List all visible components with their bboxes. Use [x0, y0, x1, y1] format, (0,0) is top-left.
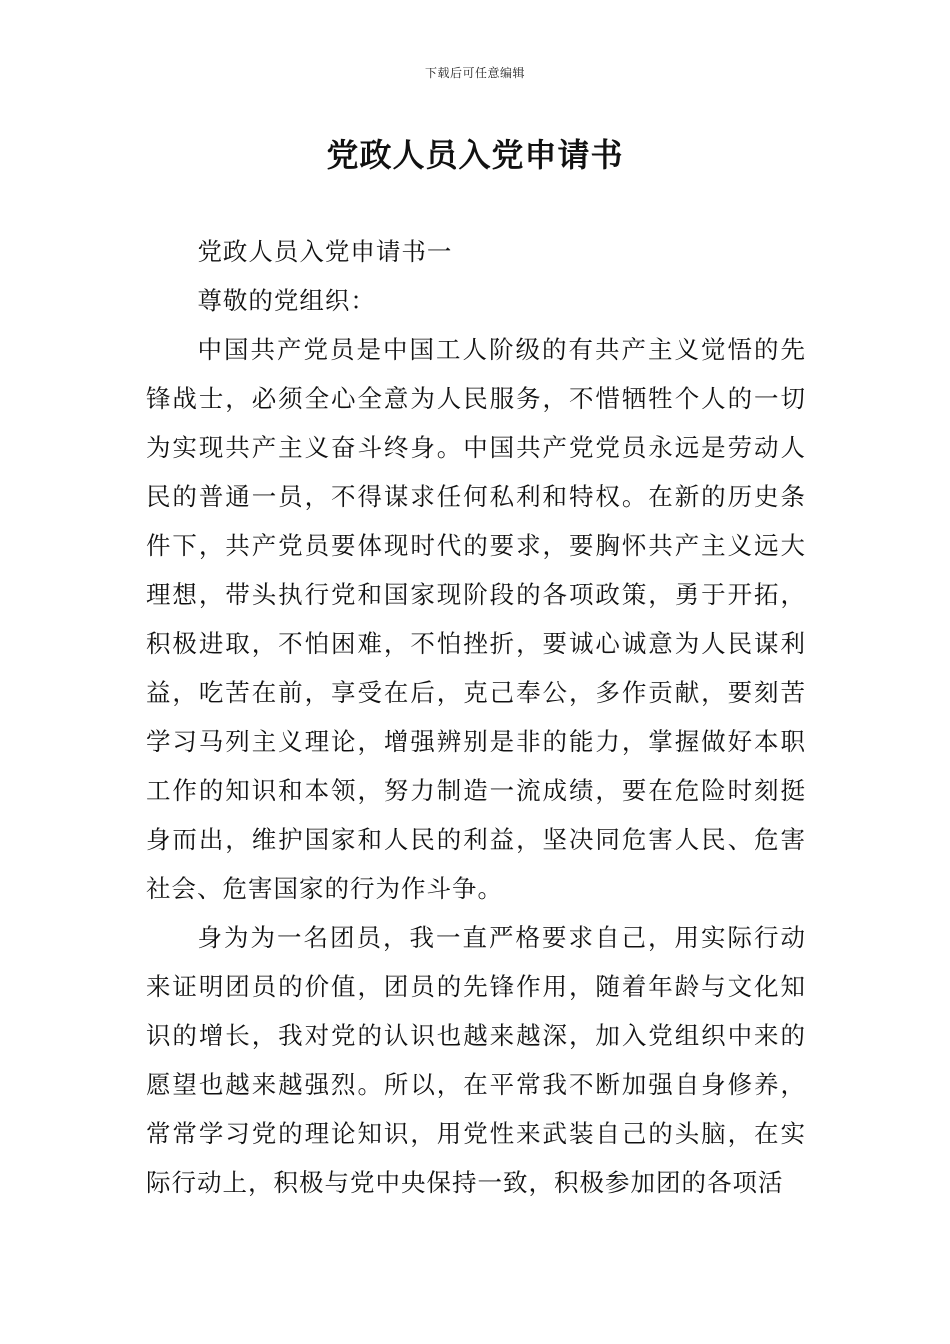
body-paragraph-1: 中国共产党员是中国工人阶级的有共产主义觉悟的先锋战士，必须全心全意为人民服务，不惜牺牲个人的一切为实现共产主义奋斗终身。中国共产党党员永远是劳动人民的普通一员，不得谋求任何私利和特权。在新的历史条件下，共产党员要体现时代的要求，要胸怀共产主义远大理想，带头执行党和国家现阶段的各项政策，勇于开拓，积极进取，不怕困难，不怕挫折，要诚心诚意为人民谋利益，吃苦在前，享受在后，克己奉公，多作贡献，要刻苦学习马列主义理论，增强辨别是非的能力，掌握做好本职工作的知识和本领，努力制造一流成绩，要在危险时刻挺身而出，维护国家和人民的利益，坚决同危害人民、危害社会、危害国家的行为作斗争。 [146, 335, 806, 903]
document-subtitle: 党政人员入党申请书一 [197, 237, 453, 266]
body-paragraph-2: 身为为一名团员，我一直严格要求自己，用实际行动来证明团员的价值，团员的先锋作用，随着年龄与文化知识的增长，我对党的认识也越来越深，加入党组织中来的愿望也越来越强烈。所以，在平常我不断加强自身修养，常常学习党的理论知识，用党性来武装自己的头脑，在实际行动上，积极与党中央保持一致，积极参加团的各项活 [146, 923, 806, 1197]
salutation: 尊敬的党组织： [197, 286, 376, 315]
document-title: 党政人员入党申请书 [326, 136, 624, 174]
header-note: 下载后可任意编辑 [424, 66, 525, 80]
document-body [146, 227, 806, 1207]
